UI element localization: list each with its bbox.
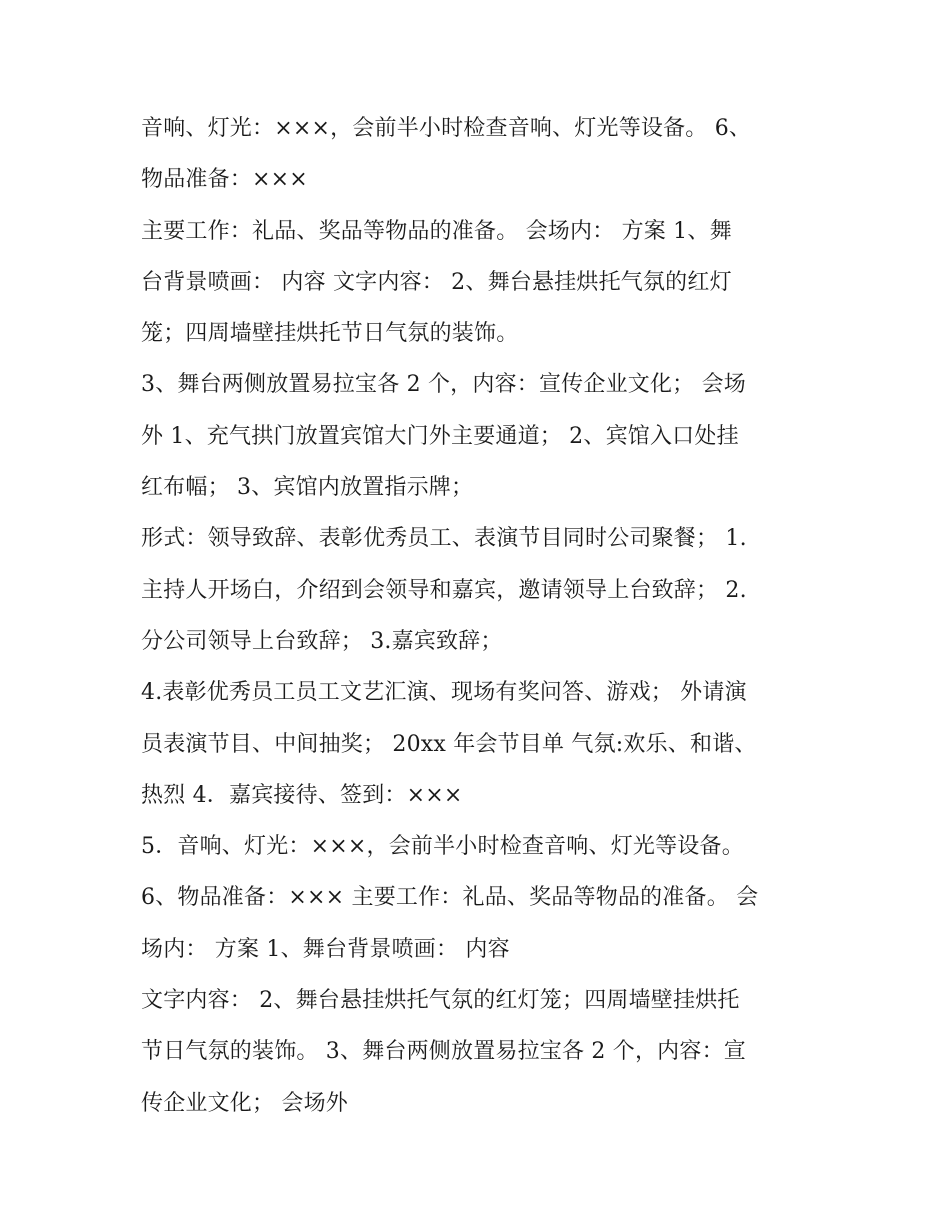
text-line: 物品准备：××× [141, 167, 308, 193]
text-line: 外 1、充气拱门放置宾馆大门外主要通道； 2、宾馆入口处挂 [141, 423, 739, 449]
text-line: 分公司领导上台致辞； 3.嘉宾致辞； [141, 628, 503, 654]
text-line: 传企业文化； 会场外 [141, 1090, 348, 1116]
text-line: 场内： 方案 1、舞台背景喷画： 内容 [141, 936, 510, 962]
text-line: 3、舞台两侧放置易拉宝各 2 个，内容：宣传企业文化； 会场 [141, 372, 746, 398]
text-line: 主要工作：礼品、奖品等物品的准备。 会场内： 方案 1、舞 [141, 218, 732, 244]
text-line: 热烈 4．嘉宾接待、签到：××× [141, 782, 463, 808]
text-line: 主持人开场白，介绍到会领导和嘉宾，邀请领导上台致辞； 2. [141, 577, 747, 603]
document-body [141, 103, 821, 1129]
text-line: 笼；四周墙壁挂烘托节日气氛的装饰。 [141, 321, 519, 347]
text-line: 4.表彰优秀员工员工文艺汇演、现场有奖问答、游戏； 外请演 [141, 680, 747, 706]
text-line: 音响、灯光：×××，会前半小时检查音响、灯光等设备。 6、 [141, 116, 752, 141]
text-line: 6、物品准备：××× 主要工作：礼品、奖品等物品的准备。 会 [141, 885, 759, 911]
text-line: 台背景喷画： 内容 文字内容： 2、舞台悬挂烘托气氛的红灯 [141, 269, 732, 295]
text-line: 节日气氛的装饰。 3、舞台两侧放置易拉宝各 2 个，内容：宣 [141, 1039, 746, 1065]
text-line: 文字内容： 2、舞台悬挂烘托气氛的红灯笼；四周墙壁挂烘托 [141, 988, 740, 1014]
text-line: 形式：领导致辞、表彰优秀员工、表演节目同时公司聚餐； 1. [141, 526, 747, 552]
text-line: 员表演节目、中间抽奖； 20xx 年会节目单 气氛:欢乐、和谐、 [141, 731, 757, 757]
text-line: 5．音响、灯光：×××，会前半小时检查音响、灯光等设备。 [141, 834, 744, 860]
text-line: 红布幅； 3、宾馆内放置指示牌； [141, 475, 474, 501]
